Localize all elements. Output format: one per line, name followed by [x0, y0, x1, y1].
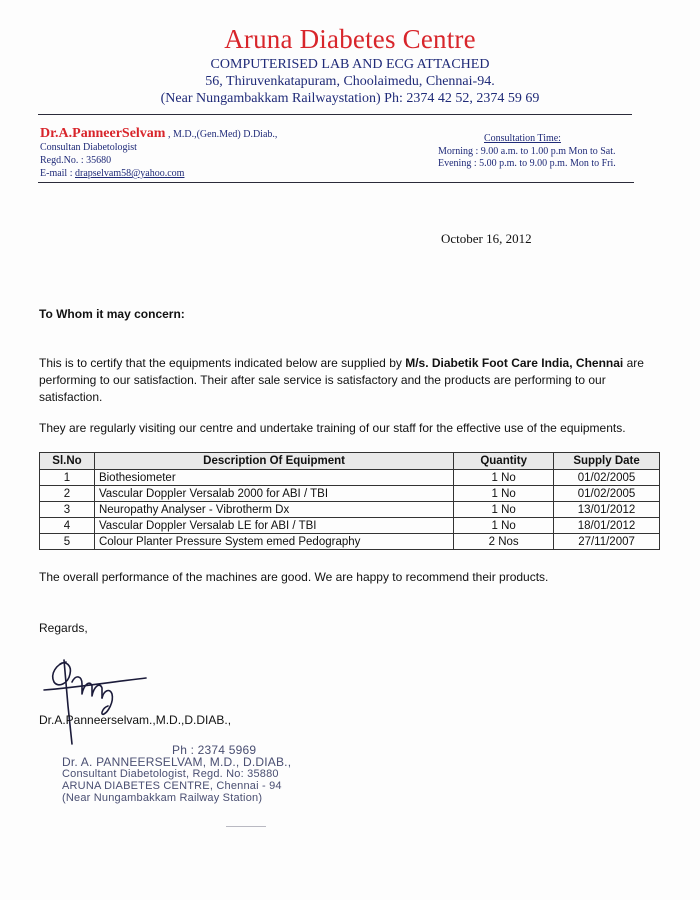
certification-paragraph: [39, 355, 661, 406]
cell-description: Biothesiometer: [94, 470, 453, 486]
handwritten-signature: [42, 656, 152, 751]
subheader-divider: [38, 182, 634, 183]
cell-description: Neuropathy Analyser - Vibrotherm Dx: [94, 502, 453, 518]
para1-start: This is to certify that the equipments indicated below are supplied by: [39, 356, 406, 370]
salutation: To Whom it may concern:: [39, 307, 185, 321]
closing-paragraph: The overall performance of the machines are good. We are happy to recommend their products.: [39, 570, 549, 584]
stamp-landmark: (Near Nungambakkam Railway Station): [62, 792, 263, 804]
para1-end: are performing to our satisfaction. Their after sale service is satisfactory and the products are performing to our satisfaction.: [39, 356, 644, 404]
centre-address: 56, Thiruvenkatapuram, Choolaimedu, Chennai-94.: [205, 74, 495, 89]
cell-quantity: 1 No: [454, 502, 554, 518]
cell-quantity: 2 Nos: [454, 534, 554, 550]
table-row: [40, 470, 660, 486]
letter-date: October 16, 2012: [441, 231, 532, 246]
centre-title: Aruna Diabetes Centre: [224, 24, 476, 54]
header-divider: [38, 114, 632, 115]
stamp-underline: [226, 826, 266, 827]
consultation-morning: Morning : 9.00 a.m. to 1.00 p.m Mon to Sat.: [438, 146, 616, 157]
cell-quantity: 1 No: [454, 486, 554, 502]
consultation-heading: Consultation Time:: [484, 133, 561, 144]
doctor-reg-number: Regd.No. : 35680: [40, 155, 112, 166]
email-link[interactable]: drapselvam58@yahoo.com: [75, 168, 185, 179]
regards: Regards,: [39, 621, 88, 635]
cell-description: Colour Planter Pressure System emed Pedography: [94, 534, 453, 550]
cell-supply-date: 27/11/2007: [554, 534, 660, 550]
cell-description: Vascular Doppler Versalab LE for ABI / TBI: [94, 518, 453, 534]
doctor-name: Dr.A.PanneerSelvam: [40, 126, 166, 141]
table-header-row: [40, 453, 660, 470]
cell-sl-no: 1: [40, 470, 95, 486]
cell-quantity: 1 No: [454, 518, 554, 534]
cell-supply-date: 01/02/2005: [554, 470, 660, 486]
doctor-email-line: [40, 168, 184, 179]
table-row: [40, 502, 660, 518]
stamp-phone: Ph : 2374 5969: [172, 743, 257, 757]
email-label: E-mail :: [40, 168, 75, 179]
cell-sl-no: 3: [40, 502, 95, 518]
table-row: [40, 534, 660, 550]
doctor-name-line: [40, 126, 277, 142]
training-paragraph: They are regularly visiting our centre and undertake training of our staff for the effective use of the equipments.: [39, 421, 626, 435]
stamp-doctor-name: Dr. A. PANNEERSELVAM, M.D., D.DIAB.,: [62, 755, 292, 769]
cell-sl-no: 4: [40, 518, 95, 534]
table-row: [40, 486, 660, 502]
cell-supply-date: 01/02/2005: [554, 486, 660, 502]
signatory-name: Dr.A.Panneerselvam.,M.D.,D.DIAB.,: [39, 713, 232, 727]
header-quantity: Quantity: [454, 453, 554, 470]
stamp-centre: ARUNA DIABETES CENTRE, Chennai - 94: [62, 780, 282, 792]
centre-subtitle: COMPUTERISED LAB AND ECG ATTACHED: [210, 57, 490, 72]
cell-sl-no: 2: [40, 486, 95, 502]
cell-sl-no: 5: [40, 534, 95, 550]
header-sl-no: Sl.No: [40, 453, 95, 470]
doctor-rubber-stamp: [62, 743, 292, 804]
supplier-name: M/s. Diabetik Foot Care India, Chennai: [405, 356, 624, 370]
table-row: [40, 518, 660, 534]
doctor-title: Consultan Diabetologist: [40, 142, 137, 153]
header-description: Description Of Equipment: [94, 453, 453, 470]
cell-quantity: 1 No: [454, 470, 554, 486]
stamp-credentials: Consultant Diabetologist, Regd. No: 35880: [62, 768, 279, 780]
centre-landmark-phone: (Near Nungambakkam Railwaystation) Ph: 2374 42 52, 2374 59 69: [160, 91, 540, 106]
equipment-table: [39, 452, 660, 550]
cell-supply-date: 18/01/2012: [554, 518, 660, 534]
doctor-qualifications: , M.D.,(Gen.Med) D.Diab.,: [165, 129, 278, 140]
cell-supply-date: 13/01/2012: [554, 502, 660, 518]
cell-description: Vascular Doppler Versalab 2000 for ABI / TBI: [94, 486, 453, 502]
header-supply-date: Supply Date: [554, 453, 660, 470]
consultation-evening: Evening : 5.00 p.m. to 9.00 p.m. Mon to Fri.: [438, 158, 616, 169]
